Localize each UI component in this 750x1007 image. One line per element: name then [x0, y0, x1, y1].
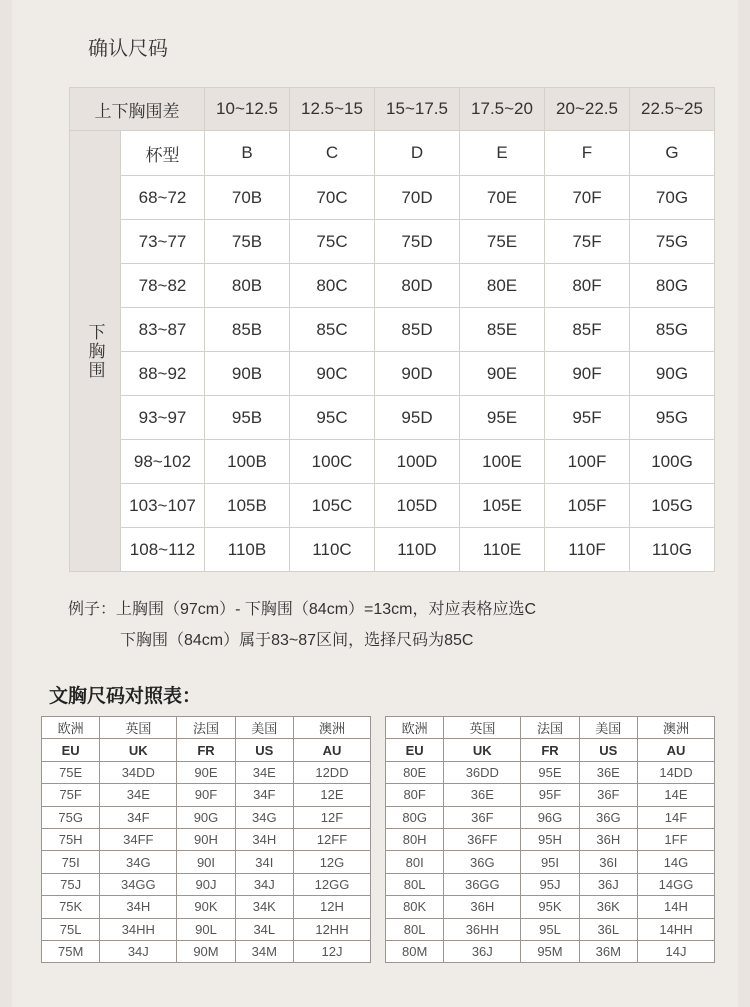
conversion-cell: 90K [177, 896, 235, 918]
size-chart-table [69, 87, 715, 572]
size-cell: 100D [375, 440, 460, 484]
size-cell: 80D [375, 264, 460, 308]
conversion-cell: 36I [579, 851, 637, 873]
size-row [70, 220, 715, 264]
size-cell: 70E [460, 176, 545, 220]
example-line-1: 例子：上胸围（97cm）- 下胸围（84cm）=13cm，对应表格应选C [68, 601, 537, 618]
conversion-cell: 12G [293, 851, 370, 873]
size-cell: 100E [460, 440, 545, 484]
size-row [70, 176, 715, 220]
conversion-row [386, 761, 715, 783]
size-cell: 105G [630, 484, 715, 528]
conversion-row [386, 784, 715, 806]
conversion-cell: 95I [521, 851, 579, 873]
conversion-cell: 36E [444, 784, 521, 806]
conversion-cell: 36J [579, 873, 637, 895]
underbust-range-cell: 78~82 [121, 264, 205, 308]
conversion-cell: 95K [521, 896, 579, 918]
underbust-side-label: 下胸围 [70, 131, 121, 572]
region-header-cell: 美国 [235, 717, 293, 739]
underbust-range-cell: 103~107 [121, 484, 205, 528]
region-header-cell: 美国 [579, 717, 637, 739]
size-cell: 110F [545, 528, 630, 572]
size-cell: 110B [205, 528, 290, 572]
conversion-cell: 12GG [293, 873, 370, 895]
conversion-cell: 90M [177, 940, 235, 962]
range-cell: 17.5~20 [460, 88, 545, 131]
size-cell: 95C [290, 396, 375, 440]
region-header-cell: 澳洲 [637, 717, 714, 739]
size-cell: 100F [545, 440, 630, 484]
conversion-cell: 75K [42, 896, 100, 918]
cup-cell: C [290, 131, 375, 176]
underbust-range-cell: 73~77 [121, 220, 205, 264]
conversion-cell: 75M [42, 940, 100, 962]
region-header-cell: 法国 [177, 717, 235, 739]
code-header-cell: AU [637, 739, 714, 761]
size-cell: 90F [545, 352, 630, 396]
conversion-cell: 34E [100, 784, 177, 806]
range-cell: 12.5~15 [290, 88, 375, 131]
example-line-2: 下胸围（84cm）属于83~87区间，选择尺码为85C [120, 632, 474, 649]
conversion-row [42, 761, 371, 783]
conversion-cell: 36G [444, 851, 521, 873]
conversion-cell: 12HH [293, 918, 370, 940]
diff-header-row [70, 88, 715, 131]
size-cell: 85G [630, 308, 715, 352]
conversion-row [42, 806, 371, 828]
conversion-cell: 36GG [444, 873, 521, 895]
region-header-cell: 英国 [444, 717, 521, 739]
size-cell: 70F [545, 176, 630, 220]
region-header-cell: 澳洲 [293, 717, 370, 739]
conversion-cell: 75G [42, 806, 100, 828]
conversion-row [42, 918, 371, 940]
code-header-cell: FR [177, 739, 235, 761]
size-cell: 105E [460, 484, 545, 528]
conversion-cell: 95L [521, 918, 579, 940]
size-cell: 70B [205, 176, 290, 220]
underbust-range-cell: 68~72 [121, 176, 205, 220]
size-cell: 95G [630, 396, 715, 440]
conversion-cell: 95E [521, 761, 579, 783]
size-cell: 85B [205, 308, 290, 352]
conversion-cell: 36DD [444, 761, 521, 783]
cup-cell: B [205, 131, 290, 176]
conversion-cell: 36K [579, 896, 637, 918]
cup-cell: D [375, 131, 460, 176]
size-cell: 95E [460, 396, 545, 440]
conversion-cell: 12F [293, 806, 370, 828]
conversion-cell: 34HH [100, 918, 177, 940]
conversion-cell: 80K [386, 896, 444, 918]
size-cell: 105F [545, 484, 630, 528]
conversion-cell: 34H [235, 828, 293, 850]
conversion-row [386, 940, 715, 962]
conversion-cell: 90E [177, 761, 235, 783]
conversion-cell: 36M [579, 940, 637, 962]
conversion-cell: 34J [100, 940, 177, 962]
conversion-cell: 95J [521, 873, 579, 895]
conversion-row [42, 873, 371, 895]
conversion-cell: 14E [637, 784, 714, 806]
conversion-cell: 96G [521, 806, 579, 828]
conversion-cell: 80L [386, 873, 444, 895]
conversion-cell: 75E [42, 761, 100, 783]
conversion-cell: 34L [235, 918, 293, 940]
range-cell: 10~12.5 [205, 88, 290, 131]
size-cell: 90B [205, 352, 290, 396]
size-cell: 80E [460, 264, 545, 308]
region-header-cell: 欧洲 [42, 717, 100, 739]
conversion-cell: 14G [637, 851, 714, 873]
region-header-cell: 欧洲 [386, 717, 444, 739]
conversion-row [386, 806, 715, 828]
size-cell: 105B [205, 484, 290, 528]
conversion-cell: 12E [293, 784, 370, 806]
size-cell: 100C [290, 440, 375, 484]
size-cell: 80G [630, 264, 715, 308]
conversion-row [42, 940, 371, 962]
conversion-cell: 95H [521, 828, 579, 850]
conversion-cell: 34G [235, 806, 293, 828]
size-cell: 95B [205, 396, 290, 440]
conversion-cell: 14H [637, 896, 714, 918]
conversion-cell: 80L [386, 918, 444, 940]
size-cell: 75C [290, 220, 375, 264]
size-cell: 100G [630, 440, 715, 484]
range-cell: 15~17.5 [375, 88, 460, 131]
conversion-cell: 12H [293, 896, 370, 918]
code-header-cell: UK [100, 739, 177, 761]
region-header-row [386, 717, 715, 739]
conversion-cell: 36E [579, 761, 637, 783]
conversion-cell: 36L [579, 918, 637, 940]
underbust-range-cell: 88~92 [121, 352, 205, 396]
size-cell: 80C [290, 264, 375, 308]
size-cell: 75D [375, 220, 460, 264]
conversion-row [386, 851, 715, 873]
conversion-cell: 75I [42, 851, 100, 873]
size-row [70, 528, 715, 572]
size-cell: 70C [290, 176, 375, 220]
conversion-cell: 36F [579, 784, 637, 806]
conversion-cell: 34M [235, 940, 293, 962]
conversion-cell: 90F [177, 784, 235, 806]
conversion-cell: 12DD [293, 761, 370, 783]
conversion-cell: 36G [579, 806, 637, 828]
cup-cell: E [460, 131, 545, 176]
code-header-cell: AU [293, 739, 370, 761]
conversion-cell: 34H [100, 896, 177, 918]
conversion-cell: 14GG [637, 873, 714, 895]
conversion-row [386, 828, 715, 850]
range-cell: 22.5~25 [630, 88, 715, 131]
conversion-row [386, 896, 715, 918]
underbust-range-cell: 93~97 [121, 396, 205, 440]
conversion-title: 文胸尺码对照表： [49, 686, 202, 707]
size-cell: 95F [545, 396, 630, 440]
size-cell: 80F [545, 264, 630, 308]
size-row [70, 396, 715, 440]
size-cell: 85C [290, 308, 375, 352]
conversion-cell: 36HH [444, 918, 521, 940]
conversion-cell: 36FF [444, 828, 521, 850]
conversion-cell: 34F [235, 784, 293, 806]
conversion-cell: 80E [386, 761, 444, 783]
code-header-cell: US [579, 739, 637, 761]
size-row [70, 264, 715, 308]
cup-cell: F [545, 131, 630, 176]
conversion-cell: 14HH [637, 918, 714, 940]
code-header-cell: EU [386, 739, 444, 761]
conversion-cell: 34FF [100, 828, 177, 850]
underbust-range-cell: 83~87 [121, 308, 205, 352]
conversion-cell: 14F [637, 806, 714, 828]
size-cell: 70G [630, 176, 715, 220]
conversion-cell: 34DD [100, 761, 177, 783]
size-cell: 105C [290, 484, 375, 528]
size-cell: 85F [545, 308, 630, 352]
code-header-cell: FR [521, 739, 579, 761]
conversion-cell: 90H [177, 828, 235, 850]
conversion-row [42, 784, 371, 806]
code-header-cell: EU [42, 739, 100, 761]
size-cell: 110E [460, 528, 545, 572]
size-cell: 110D [375, 528, 460, 572]
conversion-row [42, 828, 371, 850]
size-cell: 70D [375, 176, 460, 220]
conversion-cell: 34I [235, 851, 293, 873]
size-cell: 90D [375, 352, 460, 396]
diff-header-cell: 上下胸围差 [70, 88, 205, 131]
size-row [70, 484, 715, 528]
range-cell: 20~22.5 [545, 88, 630, 131]
conversion-cell: 90G [177, 806, 235, 828]
size-cell: 85E [460, 308, 545, 352]
conversion-cell: 75F [42, 784, 100, 806]
example-note [68, 594, 536, 656]
underbust-range-cell: 108~112 [121, 528, 205, 572]
conversion-cell: 12J [293, 940, 370, 962]
size-cell: 95D [375, 396, 460, 440]
conversion-cell: 12FF [293, 828, 370, 850]
conversion-cell: 34K [235, 896, 293, 918]
conversion-cell: 34F [100, 806, 177, 828]
code-header-row [386, 739, 715, 761]
region-header-row [42, 717, 371, 739]
size-row [70, 308, 715, 352]
confirm-size-title: 确认尺码 [88, 38, 168, 60]
size-cell: 105D [375, 484, 460, 528]
size-row [70, 352, 715, 396]
size-cell: 90G [630, 352, 715, 396]
conversion-table-right [385, 716, 715, 963]
conversion-cell: 36H [444, 896, 521, 918]
conversion-cell: 80F [386, 784, 444, 806]
size-cell: 75F [545, 220, 630, 264]
conversion-row [42, 851, 371, 873]
size-cell: 90C [290, 352, 375, 396]
cup-row [70, 131, 715, 176]
conversion-row [386, 873, 715, 895]
conversion-cell: 95M [521, 940, 579, 962]
conversion-cell: 80M [386, 940, 444, 962]
conversion-cell: 36H [579, 828, 637, 850]
conversion-row [386, 918, 715, 940]
region-header-cell: 英国 [100, 717, 177, 739]
size-cell: 75B [205, 220, 290, 264]
size-row [70, 440, 715, 484]
conversion-row [42, 896, 371, 918]
code-header-row [42, 739, 371, 761]
code-header-cell: UK [444, 739, 521, 761]
conversion-cell: 34G [100, 851, 177, 873]
region-header-cell: 法国 [521, 717, 579, 739]
conversion-cell: 36J [444, 940, 521, 962]
size-cell: 100B [205, 440, 290, 484]
conversion-cell: 90J [177, 873, 235, 895]
conversion-cell: 36F [444, 806, 521, 828]
size-cell: 75G [630, 220, 715, 264]
code-header-cell: US [235, 739, 293, 761]
conversion-cell: 90I [177, 851, 235, 873]
size-cell: 85D [375, 308, 460, 352]
size-cell: 90E [460, 352, 545, 396]
conversion-cell: 75H [42, 828, 100, 850]
conversion-cell: 75L [42, 918, 100, 940]
conversion-cell: 14DD [637, 761, 714, 783]
conversion-cell: 90L [177, 918, 235, 940]
conversion-cell: 34GG [100, 873, 177, 895]
underbust-range-cell: 98~102 [121, 440, 205, 484]
size-cell: 75E [460, 220, 545, 264]
conversion-cell: 34E [235, 761, 293, 783]
cup-cell: G [630, 131, 715, 176]
conversion-cell: 75J [42, 873, 100, 895]
conversion-cell: 14J [637, 940, 714, 962]
conversion-cell: 80G [386, 806, 444, 828]
cup-header-cell: 杯型 [121, 131, 205, 176]
conversion-cell: 95F [521, 784, 579, 806]
size-cell: 80B [205, 264, 290, 308]
conversion-cell: 34J [235, 873, 293, 895]
conversion-cell: 1FF [637, 828, 714, 850]
size-cell: 110C [290, 528, 375, 572]
size-cell: 110G [630, 528, 715, 572]
conversion-table-left [41, 716, 371, 963]
conversion-cell: 80H [386, 828, 444, 850]
conversion-cell: 80I [386, 851, 444, 873]
